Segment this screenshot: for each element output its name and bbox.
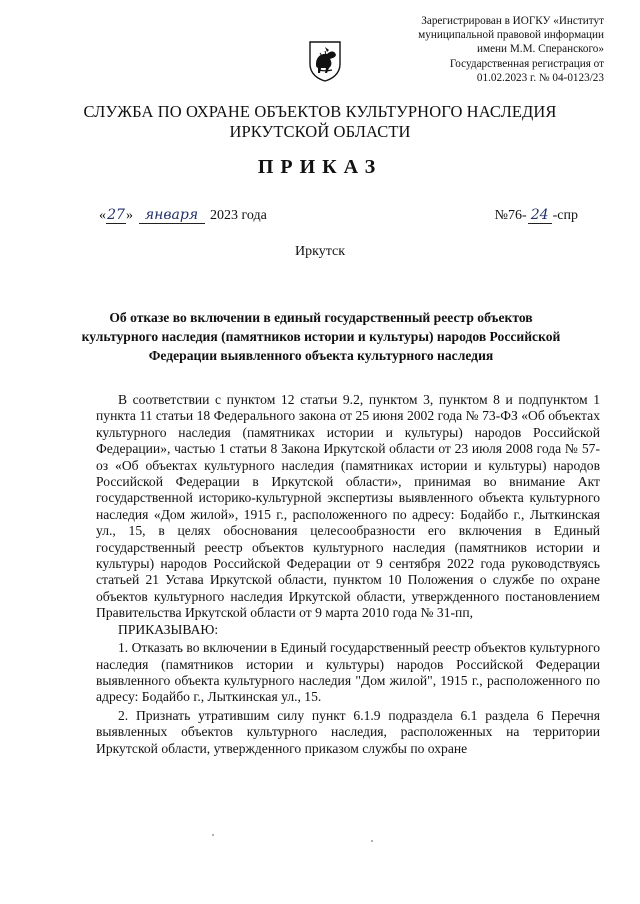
handwritten-month: января xyxy=(139,208,205,224)
city: Иркутск xyxy=(294,244,346,259)
order-heading: Об отказе во включении в единый государственный реестр объектов культурного наследия (памятников истории и культуры) народов Российской Федерации выявленного объекта культурного наследия xyxy=(81,310,561,363)
number-suffix: -спр xyxy=(552,208,578,223)
order-body xyxy=(96,392,600,757)
order-word: ПРИКАЗЫВАЮ: xyxy=(118,621,219,637)
scan-speck xyxy=(212,834,214,836)
handwritten-number: 24 xyxy=(528,208,552,224)
order-item-1: 1. Отказать во включении в Единый государственный реестр объектов культурного наследия (памятников истории и культуры) народов Российской Федерации выявленного объекта культурного наследия "Дом жилой", 1915 г., расположенного по адресу: Бодайбо г., Лыткинская ул., 15. xyxy=(96,640,600,705)
scan-speck xyxy=(371,840,373,842)
order-title: ПРИКАЗ xyxy=(257,156,383,178)
date-close-quote: » xyxy=(126,208,133,223)
preamble-paragraph: В соответствии с пунктом 12 статьи 9.2, пунктом 3, пунктом 8 и подпунктом 1 пункта 11 статьи 18 Федерального закона от 25 июня 2002 года № 73-ФЗ «Об объектах культурного наследия (памятниках истории и культуры) народов Российской Федерации», частью 1 статьи 8 Закона Иркутской области от 23 июля 2008 года № 57-оз «Об объектах культурного наследия (памятниках истории и культуры) народов Российской Федерации в Иркутской области», принимая во внимание Акт государственной историко-культурной экспертизы выявленного объекта культурного наследия «Дом жилой», 1915 г., расположенного по адресу: Бодайбо г., Лыткинская ул., 15, в целях обоснования целесообразности его включения в Единый государственный реестр объектов культурного наследия (памятников истории и культуры) народов Российской Федерации от 9 сентября 2022 года руководствуясь статьей 21 Устава Иркутской области, пунктом 10 Положения о службе по охране объектов культурного наследия Иркутской области, утвержденного постановлением Правительства Иркутской области от 9 марта 2010 года № 31-пп, xyxy=(96,392,600,621)
order-date xyxy=(99,208,267,224)
agency-line: СЛУЖБА ПО ОХРАНЕ ОБЪЕКТОВ КУЛЬТУРНОГО НАСЛЕДИЯ xyxy=(83,102,557,121)
registration-line: имени М.М. Сперанского» xyxy=(477,43,604,56)
order-item-2: 2. Признать утратившим силу пункт 6.1.9 подраздела 6.1 раздела 6 Перечня выявленных объектов культурного наследия, расположенных на территории Иркутской области, утвержденного приказом службы по охране xyxy=(96,707,600,756)
registration-line: 01.02.2023 г. № 04-0123/23 xyxy=(476,71,604,84)
registration-line: Государственная регистрация от xyxy=(449,57,604,70)
registration-line: Зарегистрирован в ИОГКУ «Институт xyxy=(421,15,604,27)
handwritten-day: 27 xyxy=(107,207,125,223)
order-number xyxy=(495,208,578,224)
date-year: 2023 года xyxy=(210,208,267,223)
number-prefix: №76- xyxy=(494,208,527,223)
irkutsk-coat-of-arms-icon xyxy=(308,40,342,82)
agency-line: ИРКУТСКОЙ ОБЛАСТИ xyxy=(229,122,411,141)
registration-stamp xyxy=(364,14,604,85)
agency-name xyxy=(0,102,640,142)
date-open-quote: « xyxy=(99,208,106,223)
registration-line: муниципальной правовой информации xyxy=(418,29,604,42)
